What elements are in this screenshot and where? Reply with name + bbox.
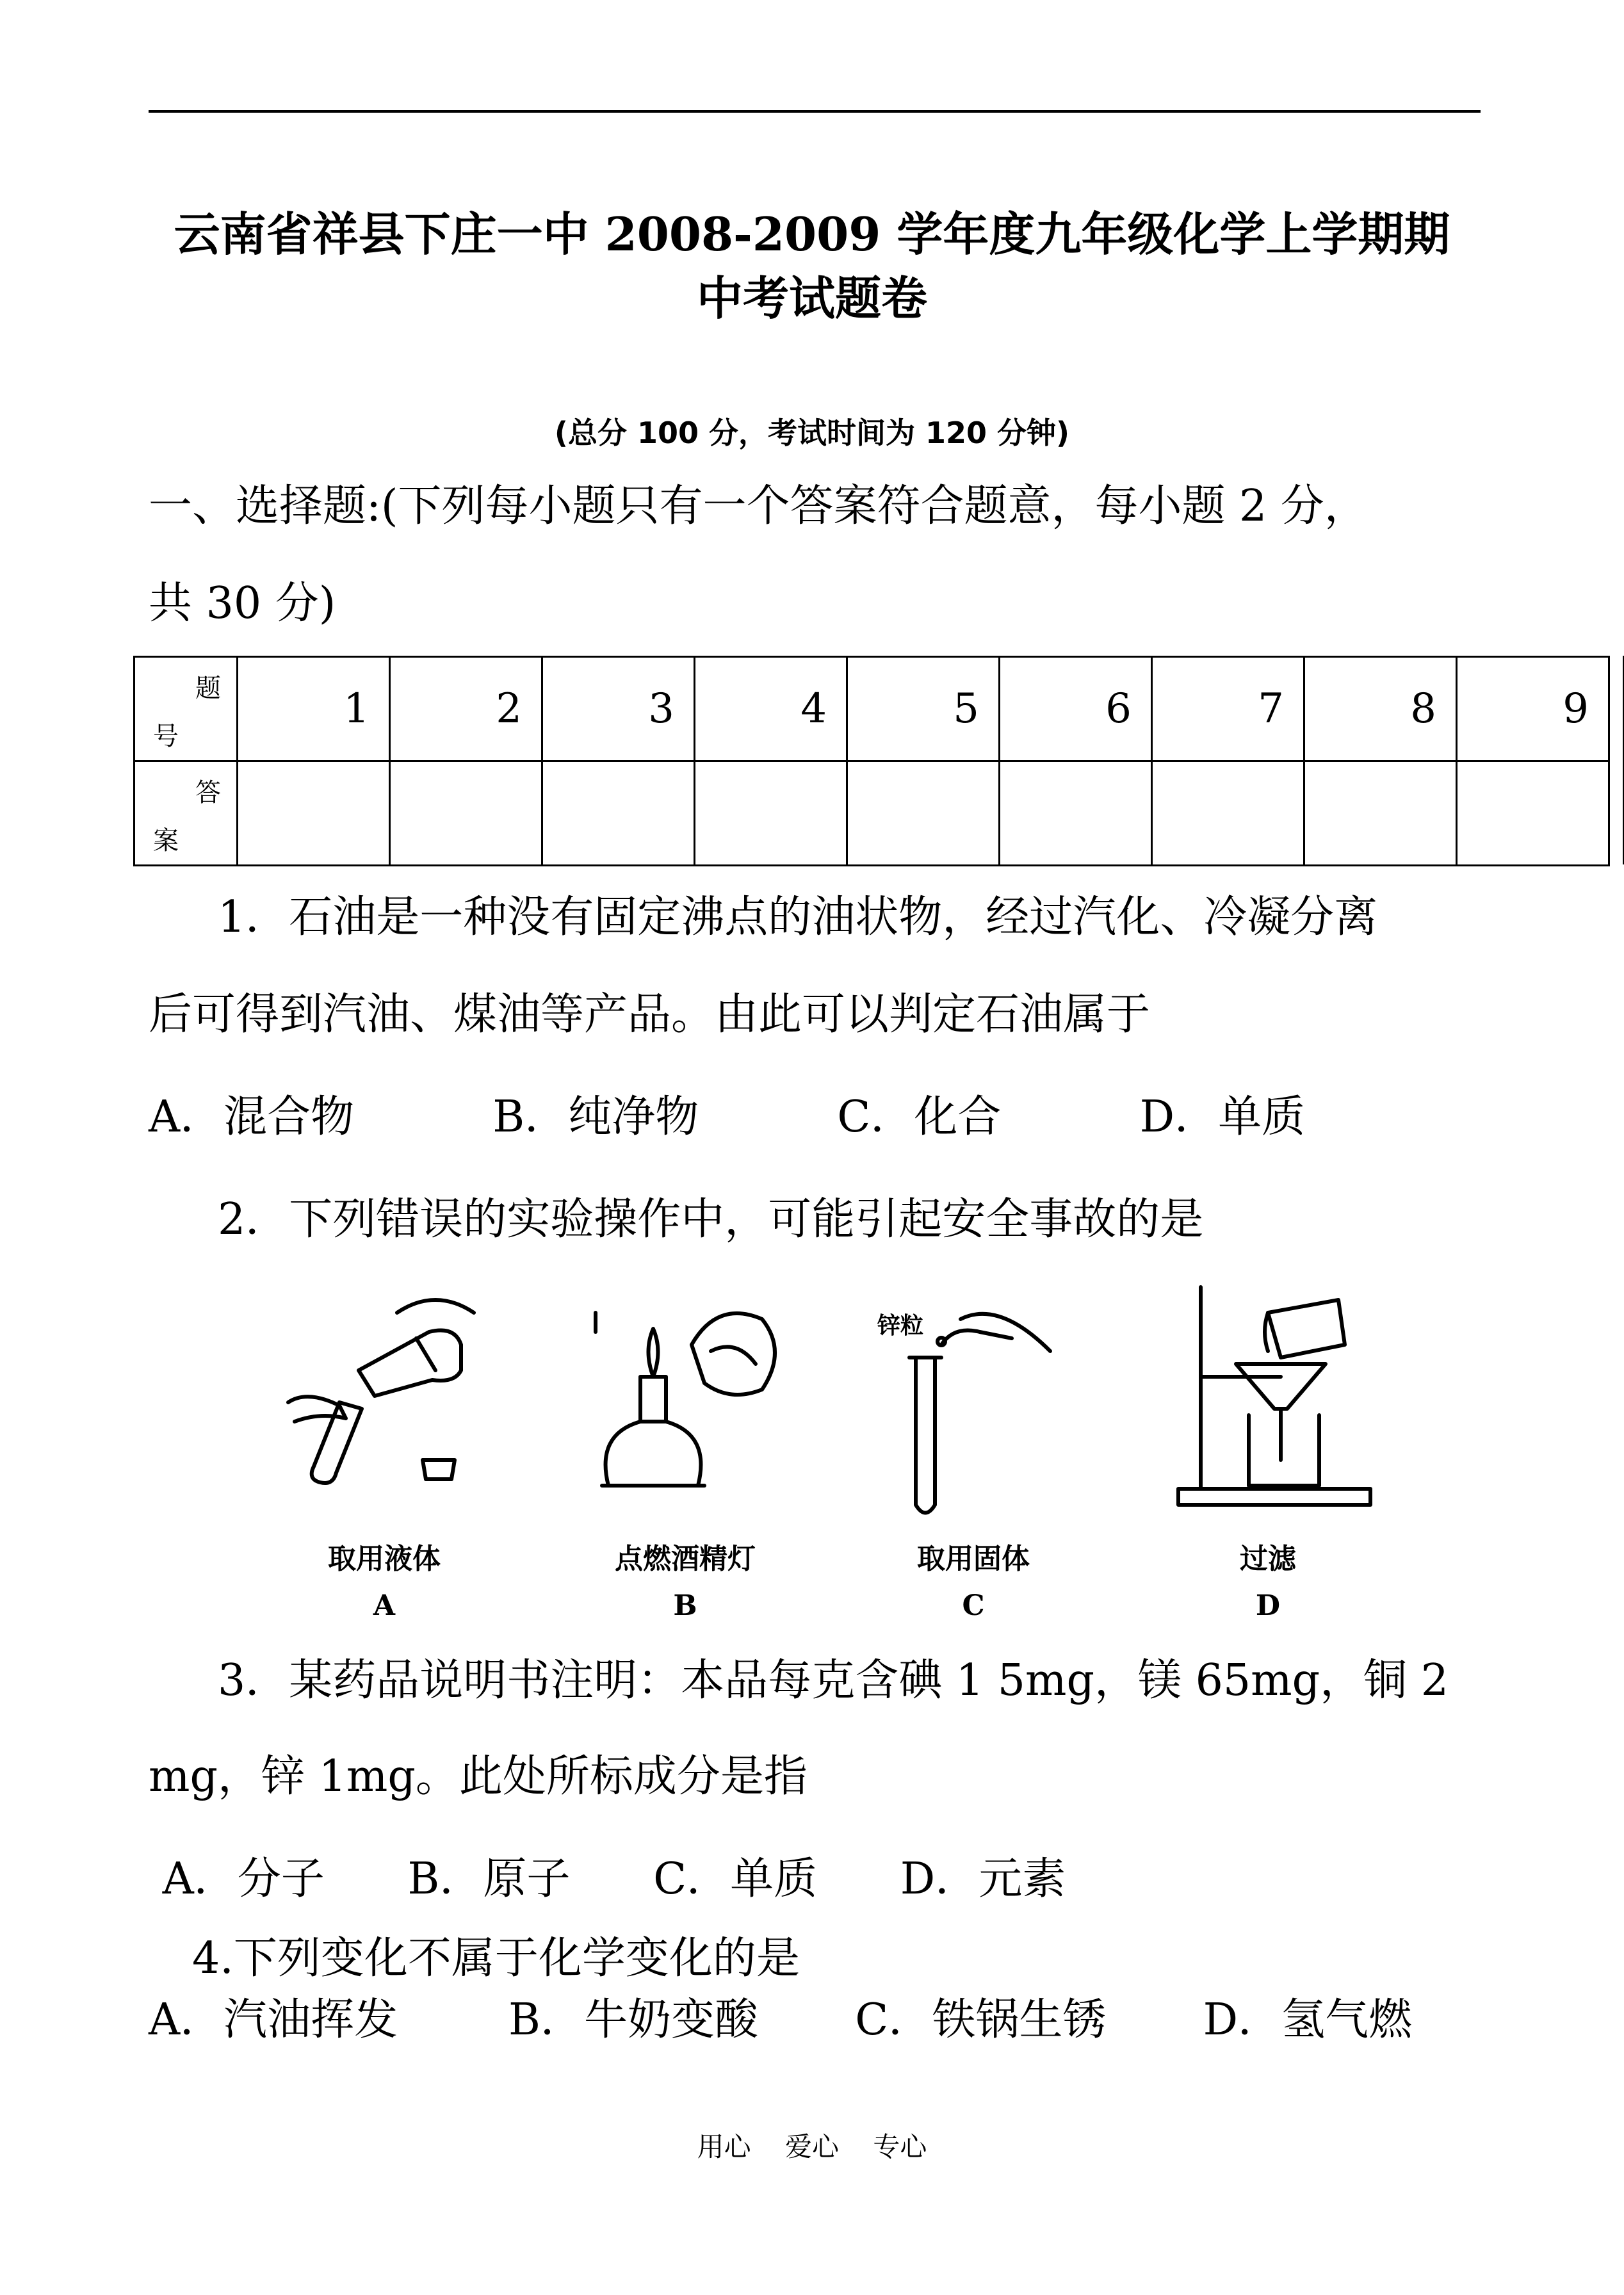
section-heading-line1: 一、选择题:(下列每小题只有一个答案符合题意，每小题 2 分， xyxy=(149,481,1368,531)
exam-subnote: (总分 100 分，考试时间为 120 分钟) xyxy=(554,416,1070,450)
q4-text: 4.下列变化不属于化学变化的是 xyxy=(192,1933,800,1984)
answer-cell[interactable] xyxy=(390,761,542,866)
q1-line2: 后可得到汽油、煤油等产品。由此可以判定石油属于 xyxy=(149,989,1151,1040)
question-number-cell: 1 xyxy=(238,657,390,761)
zinc-granule-label: 锌粒 xyxy=(877,1313,924,1339)
answer-cell[interactable] xyxy=(1457,761,1609,866)
answer-table-answer-row xyxy=(134,761,1609,866)
figure-d-letter: D xyxy=(1255,1589,1281,1622)
exam-title-line1: 云南省祥县下庄一中 2008-2009 学年度九年级化学上学期期 xyxy=(174,207,1450,261)
header-char-bottom: 号 xyxy=(153,722,179,751)
figure-b xyxy=(570,1274,800,1633)
question-number-cell: 4 xyxy=(695,657,847,761)
solid-test-tube-illustration xyxy=(858,1274,1089,1530)
question-number-cell: 5 xyxy=(847,657,1000,761)
figure-a xyxy=(269,1274,499,1633)
figure-a-caption: 取用液体 xyxy=(328,1543,441,1575)
q3-line1: 3．某药品说明书注明：本品每克含碘 1 5mg，镁 65mg，铜 2 xyxy=(218,1655,1449,1706)
q1-options: A．混合物 B．纯净物 C．化合 D．单质 xyxy=(149,1092,1306,1142)
header-char-top: 题 xyxy=(195,674,221,703)
question-number-cell: 6 xyxy=(1000,657,1152,761)
question-number-cell: 3 xyxy=(542,657,695,761)
question-number-cell: 7 xyxy=(1152,657,1304,761)
answer-table-header-cell xyxy=(134,657,238,761)
answer-cell[interactable] xyxy=(238,761,390,866)
q2-text: 2．下列错误的实验操作中，可能引起安全事故的是 xyxy=(218,1194,1204,1245)
figure-b-letter: B xyxy=(673,1589,697,1622)
alcohol-lamp-illustration xyxy=(570,1274,800,1530)
answer-char-top: 答 xyxy=(195,778,221,807)
answer-cell[interactable] xyxy=(847,761,1000,866)
answer-cell[interactable] xyxy=(1152,761,1304,866)
page-footer: 用心 爱心 专心 xyxy=(697,2131,927,2162)
question-number-cell: 9 xyxy=(1457,657,1609,761)
q4-options: A．汽油挥发 B．牛奶变酸 C．铁锅生锈 D．氢气燃 xyxy=(149,1995,1413,2045)
answer-cell[interactable] xyxy=(695,761,847,866)
figure-a-letter: A xyxy=(373,1589,396,1622)
answer-table-number-row xyxy=(134,657,1609,761)
pour-liquid-illustration xyxy=(269,1274,499,1530)
question-number-cell: 2 xyxy=(390,657,542,761)
figure-d xyxy=(1153,1274,1383,1633)
answer-cell[interactable] xyxy=(1304,761,1457,866)
q3-line2: mg，锌 1mg。此处所标成分是指 xyxy=(149,1751,808,1802)
answer-cell[interactable] xyxy=(1000,761,1152,866)
figure-c-caption: 取用固体 xyxy=(917,1543,1030,1575)
q3-options: A．分子 B．原子 C．单质 D．元素 xyxy=(149,1854,1066,1904)
exam-title-line2: 中考试题卷 xyxy=(696,271,927,325)
answer-cell[interactable] xyxy=(542,761,695,866)
figure-c xyxy=(858,1274,1089,1633)
answer-table xyxy=(133,656,1610,866)
figure-c-letter: C xyxy=(962,1589,985,1622)
header-rule xyxy=(149,110,1481,113)
section-heading-line2: 共 30 分) xyxy=(149,578,336,629)
filtration-illustration xyxy=(1153,1274,1383,1530)
figure-b-caption: 点燃酒精灯 xyxy=(615,1543,756,1575)
answer-char-bottom: 案 xyxy=(153,826,179,856)
question-number-cell: 8 xyxy=(1304,657,1457,761)
answer-table-answer-label-cell xyxy=(134,761,238,866)
figure-d-caption: 过滤 xyxy=(1240,1543,1296,1575)
q1-line1: 1．石油是一种没有固定沸点的油状物，经过汽化、冷凝分离 xyxy=(218,892,1378,943)
